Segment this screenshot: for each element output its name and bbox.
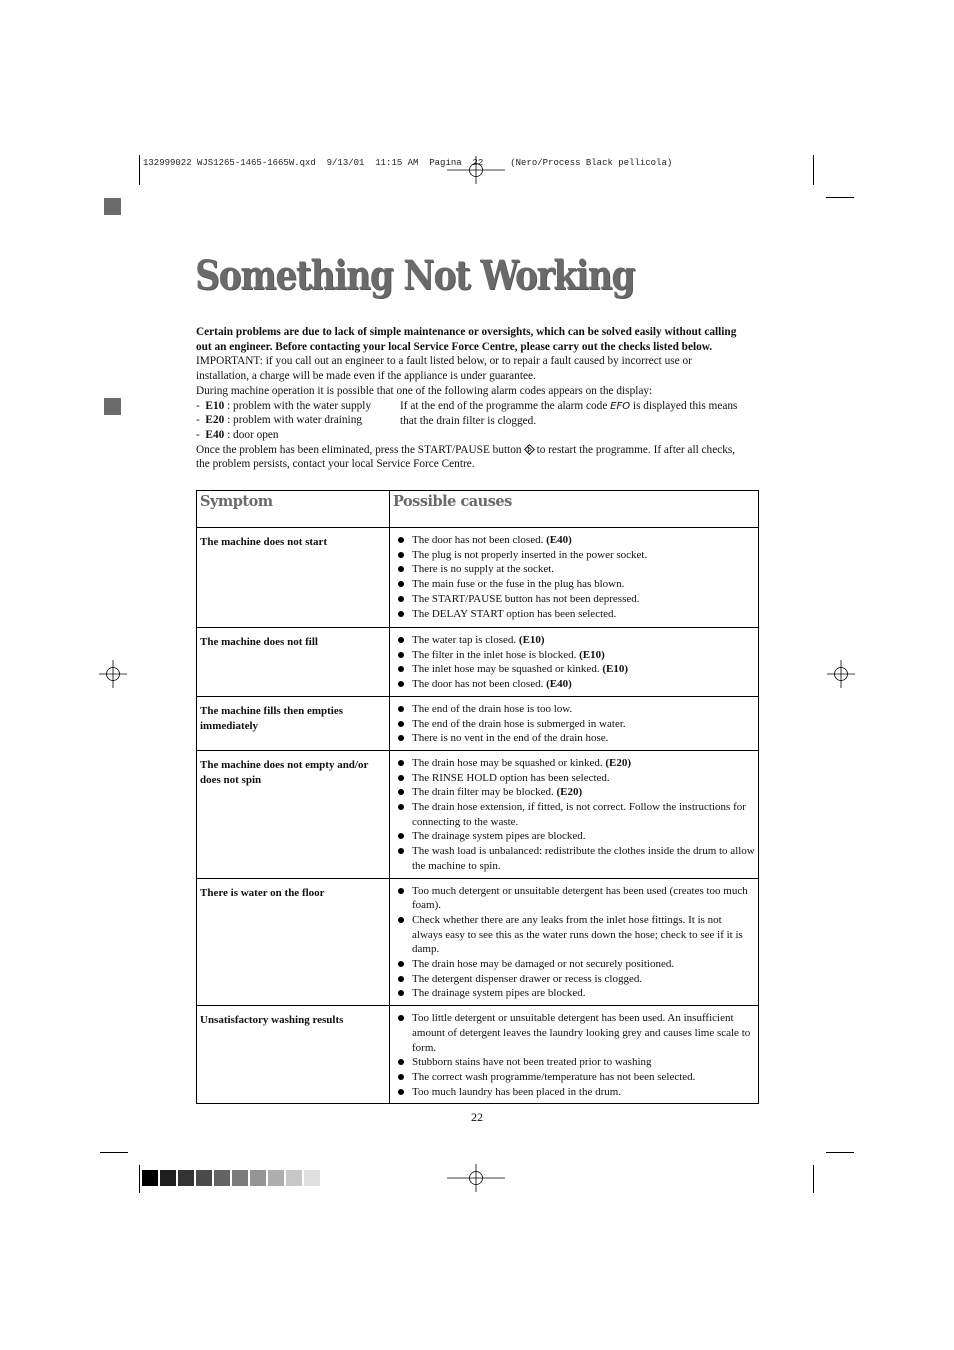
cause-item: The START/PAUSE button has not been depressed. [395,592,755,607]
symptom-cell: The machine does not start [197,528,390,628]
table-row [197,528,759,628]
alarm-code-item: - E10 : problem with the water supply [196,399,372,412]
alarm-intro: During machine operation it is possible that one of the following alarm codes appears on the display: [196,384,653,397]
symptom-cell: There is water on the floor [197,878,390,1006]
symptom-cell: The machine does not fill [197,628,390,697]
causes-list [395,1011,755,1099]
cause-item: The filter in the inlet hose is blocked. (E10) [395,648,755,663]
causes-list [395,633,755,692]
colour-swatch [250,1170,266,1186]
cause-item: The detergent dispenser drawer or recess is clogged. [395,972,755,987]
alarm-code-item: - E40 : door open [196,428,279,441]
important-note: IMPORTANT: if you call out an engineer to a fault listed below, or to repair a fault caused by incorrect use or installation, a charge will be made even if the appliance is under guarantee. [196,355,692,383]
margin-marker [104,398,121,415]
causes-list [395,702,755,746]
causes-list [395,533,755,621]
cause-item: The RINSE HOLD option has been selected. [395,771,755,786]
symptom-header: Symptom [197,491,390,528]
causes-cell [390,696,759,750]
error-code: (E40) [546,678,572,691]
error-code: (E10) [579,648,605,661]
cause-item: The water tap is closed. (E10) [395,633,755,648]
causes-cell [390,750,759,878]
cause-item: The door has not been closed. (E40) [395,533,755,548]
registration-mark-icon [447,156,505,184]
symptom-cell: Unsatisfactory washing results [197,1006,390,1104]
printer-slug: 132999022 WJS1265-1465-1665W.qxd 9/13/01 11:15 AM Pagina 22 (Nero/Process Black pellicola) [143,158,673,168]
colour-swatch [214,1170,230,1186]
cause-item: The end of the drain hose is submerged in water. [395,717,755,732]
cause-item: Too much detergent or unsuitable detergent has been used (creates too much foam). [395,884,755,913]
cause-item: There is no vent in the end of the drain hose. [395,731,755,746]
alarm-codes [196,399,741,443]
cause-item: The wash load is unbalanced: redistribute the clothes inside the drum to allow the machine to spin. [395,844,755,873]
table-row [197,878,759,1006]
colour-swatch [268,1170,284,1186]
colour-swatch [232,1170,248,1186]
colour-swatch [160,1170,176,1186]
symptom-cell: The machine fills then empties immediately [197,696,390,750]
cause-item: The drain hose extension, if fitted, is not correct. Follow the instructions for connecting to the waste. [395,800,755,829]
troubleshooting-table [196,490,759,1104]
margin-marker [104,198,121,215]
display-code: EFO [610,400,631,412]
symptom-cell: The machine does not empty and/or does not spin [197,750,390,878]
crop-mark [139,155,140,185]
alarm-code-item: - E20 : problem with water draining [196,414,362,427]
registration-mark-icon [827,660,855,688]
colour-swatch [286,1170,302,1186]
cause-item: The drain hose may be damaged or not securely positioned. [395,957,755,972]
cause-item: The drainage system pipes are blocked. [395,986,755,1001]
crop-mark [813,155,814,185]
intro-lead: Certain problems are due to lack of simple maintenance or oversights, which can be solved easily without calling out an engineer. Before contacting your local Service Force Centre, please carry out the checks listed below. [196,326,737,353]
cause-item: Stubborn stains have not been treated prior to washing [395,1055,755,1070]
colour-swatch [304,1170,320,1186]
causes-list [395,884,755,1002]
page-number: 22 [471,1110,483,1124]
cause-item: The DELAY START option has been selected. [395,607,755,622]
crop-mark [100,1152,128,1153]
start-pause-icon [524,444,535,455]
cause-item: The drain filter may be blocked. (E20) [395,785,755,800]
registration-mark-icon [447,1164,505,1192]
error-code: (E10) [518,634,545,646]
cause-item: Check whether there are any leaks from the inlet hose fittings. It is not always easy to see this as the water runs down the hose; check to see if it is damp. [395,913,755,957]
causes-cell [390,628,759,697]
table-row [197,1006,759,1104]
causes-cell [390,528,759,628]
cause-item: The drain hose may be squashed or kinked. (E20) [395,756,755,771]
error-code: (E20) [556,786,583,799]
table-row [197,750,759,878]
cause-item: The end of the drain hose is too low. [395,702,755,717]
cause-item: The correct wash programme/temperature has not been selected. [395,1070,755,1085]
restart-instruction: Once the problem has been eliminated, press the START/PAUSE button to restart the programme. If after all checks, the problem persists, contact your local Service Force Centre. [196,443,736,471]
crop-mark [826,1152,854,1153]
causes-list [395,756,755,874]
cause-item: Too little detergent or unsuitable detergent has been used. An insufficient amount of detergent leaves the laundry looking grey and causes lime scale to form. [395,1011,755,1055]
intro-section [196,325,741,472]
colour-swatch [142,1170,158,1186]
causes-header: Possible causes [390,491,759,528]
crop-mark [139,1165,140,1193]
cause-item: The plug is not properly inserted in the power socket. [395,548,755,563]
table-header [197,491,759,528]
cause-item: The drainage system pipes are blocked. [395,829,755,844]
cause-item: The main fuse or the fuse in the plug has blown. [395,577,755,592]
error-code: (E20) [605,756,632,769]
error-code: (E40) [546,534,572,546]
drain-filter-note: If at the end of the programme the alarm code EFO is displayed this means that the drain filter is clogged. [400,399,738,428]
cause-item: The door has not been closed. (E40) [395,677,755,692]
registration-mark-icon [99,660,127,688]
cause-item: The inlet hose may be squashed or kinked. (E10) [395,662,755,677]
colour-swatch [178,1170,194,1186]
crop-mark [826,197,854,198]
causes-cell [390,878,759,1006]
cause-item: Too much laundry has been placed in the drum. [395,1085,755,1100]
error-code: (E10) [602,663,628,676]
cause-item: There is no supply at the socket. [395,562,755,577]
table-row [197,628,759,697]
causes-cell [390,1006,759,1104]
page-title: Something Not Working [195,252,635,299]
colour-swatch [196,1170,212,1186]
table-row [197,696,759,750]
crop-mark [813,1165,814,1193]
